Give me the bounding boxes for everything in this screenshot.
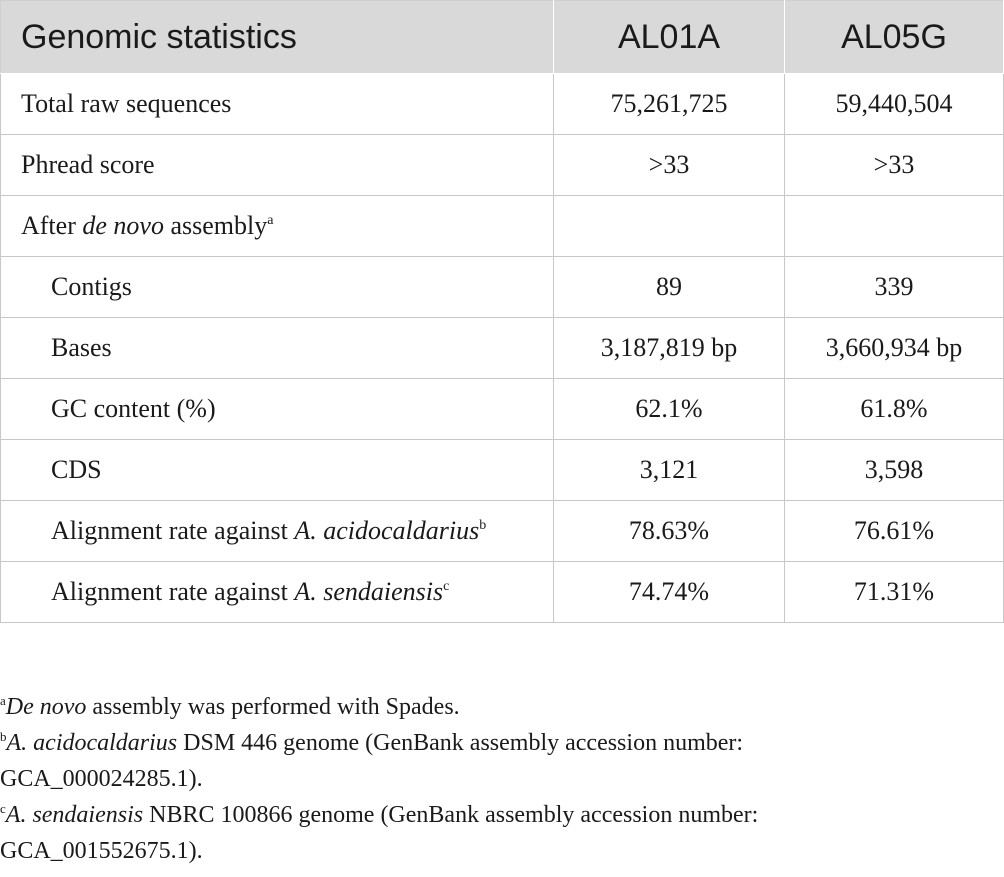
- footnote-text: assembly was performed with Spades.: [86, 694, 460, 720]
- footnote-text: DSM 446 genome (GenBank assembly accession number:: [177, 730, 744, 756]
- footnote-italic: A. sendaiensis: [5, 802, 144, 828]
- cell-al05g: 71.31%: [785, 562, 1004, 623]
- table-row: [1, 440, 1004, 501]
- row-label: Total raw sequences: [1, 74, 554, 135]
- footnote-text: NBRC 100866 genome (GenBank assembly accession number:: [143, 802, 759, 828]
- footnote-text: GCA_001552675.1).: [0, 838, 203, 864]
- header-al05g: AL05G: [785, 1, 1004, 74]
- footnote-marker: a: [0, 693, 6, 708]
- table-row: [1, 257, 1004, 318]
- row-label: Contigs: [1, 257, 554, 318]
- cell-al05g: 59,440,504: [785, 74, 1004, 135]
- footnote-marker: c: [0, 801, 6, 816]
- label-text: assembly: [163, 211, 268, 240]
- table-row: [1, 196, 1004, 257]
- cell-al01a: >33: [554, 135, 785, 196]
- cell-al05g: 3,660,934 bp: [785, 318, 1004, 379]
- label-text: After: [21, 211, 83, 240]
- table-row: [1, 74, 1004, 135]
- table-footnotes: [0, 689, 1000, 869]
- footnote-italic: De novo: [5, 694, 87, 720]
- footnote-b: [0, 725, 1000, 797]
- footnote-marker: c: [443, 579, 450, 594]
- cell-al05g: 61.8%: [785, 379, 1004, 440]
- table-row: [1, 318, 1004, 379]
- row-label: [1, 562, 554, 623]
- cell-al05g: 3,598: [785, 440, 1004, 501]
- cell-al05g: 76.61%: [785, 501, 1004, 562]
- header-row: [1, 1, 1004, 74]
- cell-al01a: 74.74%: [554, 562, 785, 623]
- label-italic: de novo: [82, 211, 164, 240]
- cell-al01a: [554, 196, 785, 257]
- footnote-a: [0, 689, 1000, 725]
- table-row: [1, 135, 1004, 196]
- header-genomic-statistics: Genomic statistics: [1, 1, 554, 74]
- table-row: [1, 501, 1004, 562]
- label-italic: A. acidocaldarius: [294, 516, 480, 545]
- footnote-c: [0, 797, 1000, 869]
- label-italic: A. sendaiensis: [294, 577, 444, 606]
- cell-al01a: 3,187,819 bp: [554, 318, 785, 379]
- footnote-marker: a: [267, 213, 274, 228]
- header-al01a: AL01A: [554, 1, 785, 74]
- cell-al05g: 339: [785, 257, 1004, 318]
- cell-al05g: [785, 196, 1004, 257]
- label-text: Alignment rate against: [51, 516, 295, 545]
- table-row: [1, 562, 1004, 623]
- cell-al05g: >33: [785, 135, 1004, 196]
- footnote-marker: b: [0, 729, 7, 744]
- row-label: GC content (%): [1, 379, 554, 440]
- row-label: Bases: [1, 318, 554, 379]
- footnote-text: GCA_000024285.1).: [0, 766, 203, 792]
- label-text: Alignment rate against: [51, 577, 295, 606]
- cell-al01a: 78.63%: [554, 501, 785, 562]
- footnote-marker: b: [479, 518, 487, 533]
- cell-al01a: 89: [554, 257, 785, 318]
- cell-al01a: 75,261,725: [554, 74, 785, 135]
- footnote-italic: A. acidocaldarius: [6, 730, 178, 756]
- row-label: CDS: [1, 440, 554, 501]
- row-label: [1, 196, 554, 257]
- table-row: [1, 379, 1004, 440]
- cell-al01a: 62.1%: [554, 379, 785, 440]
- cell-al01a: 3,121: [554, 440, 785, 501]
- row-label: [1, 501, 554, 562]
- row-label: Phread score: [1, 135, 554, 196]
